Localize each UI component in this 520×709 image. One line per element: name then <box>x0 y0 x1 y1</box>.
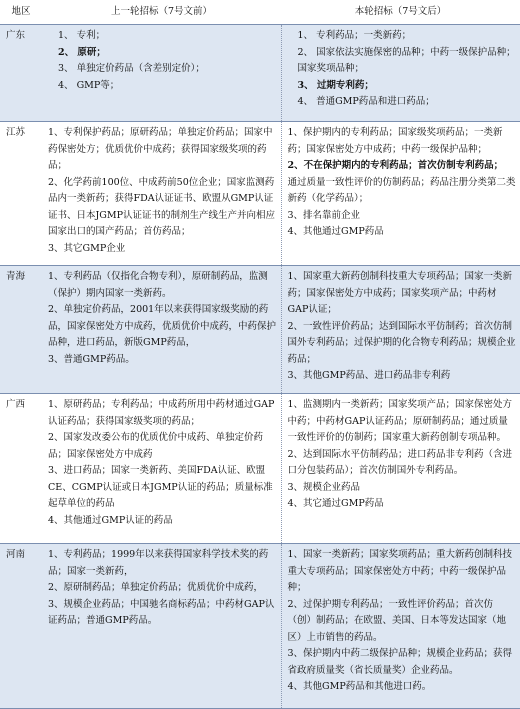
criteria-item: 2、原研制药品；单独定价药品；优质优价中成药， <box>48 582 264 593</box>
criteria-item: 2、达到国际水平仿制药品；进口药品非专利药（含进口分包装药品）；首次仿制国外专利药品。 <box>287 448 513 476</box>
header-previous-round: 上一轮招标（7号文前） <box>42 0 281 25</box>
table-header-row <box>0 0 520 25</box>
criteria-item: 4、其它通过GMP药品 <box>287 498 384 509</box>
criteria-item: 3、排名靠前企业 <box>287 209 361 221</box>
criteria-item: 3、保护期内中药二级保护品种；规模企业药品；获得省政府质量奖（省长质量奖）企业药品。 <box>287 648 513 676</box>
criteria-item: 2、化学药前100位、中成药前50位企业；国家监测药品内一类新药；获得FDA认证证书、欧盟从GMP认证证书、日本JGMP认证证书的制剂生产线生产并向相应国家出口的国产药品；首仿药品； <box>48 176 276 237</box>
table-row-jiangsu <box>0 122 520 266</box>
criteria-item: 1、 专利； <box>58 30 106 41</box>
criteria-item: 1、专利保护药品；原研药品；单独定价药品；国家中药保密处方；优质优价中成药；获得国家级奖项的药品； <box>48 127 273 171</box>
criteria-item: 1、原研药品；专利药品；中成药所用中药材通过GAP认证药品；获得国家级奖项的药品； <box>48 399 275 427</box>
criteria-item: 2、过保护期专利药品；一致性评价药品；首次仿（创）制药品；在欧盟、美国、日本等发达国家（地区）上市销售的药品。 <box>287 598 507 643</box>
criteria-item: 1、国家重大新药创制科技重大专项药品；国家一类新药；国家保密处方中成药；国家奖项产品；中药材GAP认证； <box>287 271 513 315</box>
criteria-item: 1、 专利药品；一类新药； <box>297 30 412 41</box>
criteria-item: 4、其他通过GMP药品 <box>287 226 384 237</box>
region-cell: 江苏 <box>0 122 42 266</box>
criteria-item: 4、其他GMP药品和其他进口药。 <box>287 681 432 692</box>
criteria-item: 3、普通GMP药品。 <box>48 353 135 365</box>
criteria-item: 1、保护期内的专利药品；国家级奖项药品；一类新药；国家保密处方中成药；中药一级保护品种； <box>287 127 503 155</box>
criteria-item: 3、规模企业药品 <box>287 481 361 493</box>
criteria-item: 1、国家一类新药；国家奖项药品；重大新药创制科技重大专项药品；国家保密处方中药；中药一级保护品种； <box>287 549 513 593</box>
criteria-item: 2、 国家依法实施保密的品种；中药一级保护品种；国家奖项品种； <box>297 46 516 74</box>
region-cell: 广西 <box>0 394 42 544</box>
previous-criteria-cell <box>42 25 281 122</box>
table-row-guangxi <box>0 394 520 544</box>
criteria-item: 4、其他通过GMP认证的药品 <box>48 514 173 526</box>
table-row-guangdong <box>0 25 520 122</box>
criteria-item: 3、其它GMP企业 <box>48 242 126 254</box>
criteria-item: 4、 普通GMP药品和进口药品； <box>297 96 435 107</box>
current-criteria-cell <box>281 266 520 394</box>
previous-criteria-cell <box>42 394 281 544</box>
criteria-item: 3、其他GMP药品、进口药品非专利药 <box>287 370 451 381</box>
table-row-qinghai <box>0 266 520 394</box>
region-cell: 青海 <box>0 266 42 394</box>
criteria-item: 4、 GMP等； <box>58 79 120 91</box>
criteria-item: 2、一致性评价药品；达到国际水平仿制药；首次仿制国外专利药品；过保护期的化合物专利药品；规模企业药品； <box>287 320 516 365</box>
previous-criteria-cell <box>42 266 281 394</box>
criteria-item-bold: 2、不在保护期内的专利药品；首次仿制专利药品； <box>287 160 504 171</box>
criteria-item: 2、单独定价药品，2001年以来获得国家级奖励的药品，国家保密处方中成药，优质优价中成药，中药保护品种，进口药品，新版GMP药品， <box>48 304 277 348</box>
previous-criteria-cell <box>42 122 281 266</box>
header-current-round: 本轮招标（7号文后） <box>281 0 520 25</box>
table-row-henan <box>0 544 520 709</box>
criteria-item: 3、 单独定价药品（含差别定价）； <box>58 63 205 74</box>
criteria-item-bold: 2、 原研； <box>58 46 106 58</box>
previous-criteria-cell <box>42 544 281 709</box>
criteria-item: 2、国家发改委公布的优质优价中成药、单独定价药品；国家保密处方中成药 <box>48 432 264 460</box>
criteria-item: 1、专利药品；1999年以来获得国家科学技术奖的药品；国家一类新药， <box>48 549 269 577</box>
criteria-item: 1、监测期内一类新药；国家奖项产品；国家保密处方中药；中药材GAP认证药品；原研制药品；通过质量一致性评价的仿制药；国家重大新药创制专项品种。 <box>287 399 513 443</box>
current-criteria-cell <box>281 122 520 266</box>
region-cell: 广东 <box>0 25 42 122</box>
criteria-item: 3、进口药品；国家一类新药、美国FDA认证、欧盟CE、CGMP认证或日本JGMP认证的药品；质量标准起草单位的药品 <box>48 465 273 509</box>
criteria-item: 通过质量一致性评价的仿制药品；药品注册分类第二类新药（化学药品）； <box>287 176 516 204</box>
criteria-item: 1、专利药品（仅指化合物专利），原研制药品，监测（保护）期内国家一类新药。 <box>48 271 268 299</box>
header-region: 地区 <box>0 0 42 25</box>
current-criteria-cell <box>281 394 520 544</box>
current-criteria-cell <box>281 544 520 709</box>
criteria-item: 3、规模企业药品；中国驰名商标药品；中药材GAP认证药品；普通GMP药品。 <box>48 598 275 626</box>
criteria-item-bold: 3、 过期专利药； <box>297 79 374 91</box>
current-criteria-cell <box>281 25 520 122</box>
region-cell: 河南 <box>0 544 42 709</box>
